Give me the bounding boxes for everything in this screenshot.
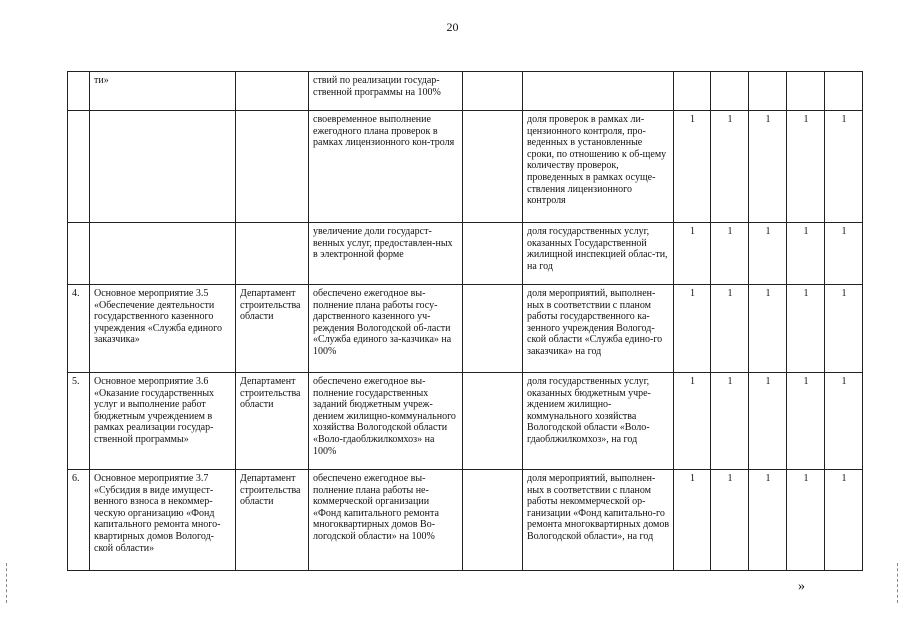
cell-executor xyxy=(236,72,309,111)
cell-value: 1 xyxy=(787,470,825,571)
cell-value xyxy=(825,72,863,111)
cell-gap xyxy=(463,285,523,373)
cell-name: Основное мероприятие 3.5 «Обеспечение деятельности государственного казенного учреждения «Служба единого заказчика» xyxy=(90,285,236,373)
cell-executor xyxy=(236,111,309,223)
cell-value xyxy=(749,72,787,111)
closing-quote: » xyxy=(798,579,805,594)
cell-value: 1 xyxy=(711,470,749,571)
cell-num xyxy=(68,72,90,111)
page-number: 20 xyxy=(446,20,459,34)
cell-indicator: доля мероприятий, выполнен-ных в соответствии с планом работы государственного ка-зенного учреждения Вологод-ской области «Служба едино-го заказчика» на год xyxy=(523,285,674,373)
cell-value: 1 xyxy=(749,373,787,470)
cell-num xyxy=(68,223,90,285)
cell-indicator: доля государственных услуг, оказанных бюджетным учре-ждением жилищно-коммунального хозяйства Вологодской области «Воло-гдаоблжилкомхоз», на год xyxy=(523,373,674,470)
cell-value xyxy=(787,72,825,111)
cell-value: 1 xyxy=(674,223,711,285)
cell-value: 1 xyxy=(825,111,863,223)
cell-value: 1 xyxy=(749,223,787,285)
cell-name xyxy=(90,111,236,223)
cell-indicator: доля проверок в рамках ли-цензионного контроля, про-веденных в установленные сроки, по отношению к об-щему количеству проверок, проведенных в рамках осуще-ствления лицензионного контроля xyxy=(523,111,674,223)
cell-executor xyxy=(236,223,309,285)
program-measures-table xyxy=(67,71,863,571)
table-row xyxy=(68,470,863,571)
cell-gap xyxy=(463,111,523,223)
scan-edge-mark-right xyxy=(897,563,900,603)
cell-result: увеличение доли государст-венных услуг, предоставлен-ных в электронной форме xyxy=(309,223,463,285)
cell-num: 6. xyxy=(68,470,90,571)
cell-value: 1 xyxy=(711,111,749,223)
cell-value: 1 xyxy=(711,223,749,285)
cell-value: 1 xyxy=(825,470,863,571)
cell-value: 1 xyxy=(787,111,825,223)
cell-value: 1 xyxy=(674,373,711,470)
cell-value: 1 xyxy=(787,223,825,285)
cell-gap xyxy=(463,373,523,470)
cell-value xyxy=(711,72,749,111)
cell-value: 1 xyxy=(711,285,749,373)
cell-executor: Департамент строительства области xyxy=(236,470,309,571)
cell-result: ствий по реализации государ-ственной программы на 100% xyxy=(309,72,463,111)
cell-value: 1 xyxy=(787,285,825,373)
cell-gap xyxy=(463,470,523,571)
cell-value: 1 xyxy=(749,111,787,223)
cell-executor: Департамент строительства области xyxy=(236,285,309,373)
cell-value: 1 xyxy=(825,373,863,470)
cell-value: 1 xyxy=(787,373,825,470)
cell-value: 1 xyxy=(825,223,863,285)
cell-value: 1 xyxy=(749,285,787,373)
table-row xyxy=(68,285,863,373)
cell-num: 5. xyxy=(68,373,90,470)
cell-num xyxy=(68,111,90,223)
cell-value: 1 xyxy=(674,470,711,571)
cell-executor: Департамент строительства области xyxy=(236,373,309,470)
cell-num: 4. xyxy=(68,285,90,373)
cell-indicator: доля мероприятий, выполнен-ных в соответствии с планом работы некоммерческой ор-ганизации «Фонд капитально-го ремонта многоквартирных домов Вологодской области», на год xyxy=(523,470,674,571)
scan-edge-mark-left xyxy=(6,563,9,603)
cell-value: 1 xyxy=(674,111,711,223)
cell-name: Основное мероприятие 3.7 «Субсидия в виде имущест-венного взноса в некоммер-ческую организацию «Фонд капитального ремонта много-квартирных домов Вологод-ской области» xyxy=(90,470,236,571)
cell-gap xyxy=(463,223,523,285)
table-row-continuation xyxy=(68,72,863,111)
cell-name: ти» xyxy=(90,72,236,111)
cell-value: 1 xyxy=(674,285,711,373)
table-row xyxy=(68,373,863,470)
cell-name xyxy=(90,223,236,285)
cell-value: 1 xyxy=(825,285,863,373)
cell-name: Основное мероприятие 3.6 «Оказание государственных услуг и выполнение работ бюджетным учреждением в рамках реализации государ-ственной программы» xyxy=(90,373,236,470)
cell-value: 1 xyxy=(749,470,787,571)
cell-gap xyxy=(463,72,523,111)
table-row xyxy=(68,111,863,223)
cell-value xyxy=(674,72,711,111)
cell-result: своевременное выполнение ежегодного плана проверок в рамках лицензионного кон-троля xyxy=(309,111,463,223)
cell-indicator: доля государственных услуг, оказанных Государственной жилищной инспекцией облас-ти, на год xyxy=(523,223,674,285)
table-row xyxy=(68,223,863,285)
cell-result: обеспечено ежегодное вы-полнение плана работы не-коммерческой организации «Фонд капитального ремонта многоквартирных домов Во-логодской области» на 100% xyxy=(309,470,463,571)
cell-indicator xyxy=(523,72,674,111)
cell-result: обеспечено ежегодное вы-полнение плана работы госу-дарственного казенного уч-реждения Вологодской об-ласти «Служба единого за-казчика» на 100% xyxy=(309,285,463,373)
cell-value: 1 xyxy=(711,373,749,470)
cell-result: обеспечено ежегодное вы-полнение государственных заданий бюджетным учреж-дением жилищно-коммунального хозяйства Вологодской области «Воло-гдаоблжилкомхоз» на 100% xyxy=(309,373,463,470)
